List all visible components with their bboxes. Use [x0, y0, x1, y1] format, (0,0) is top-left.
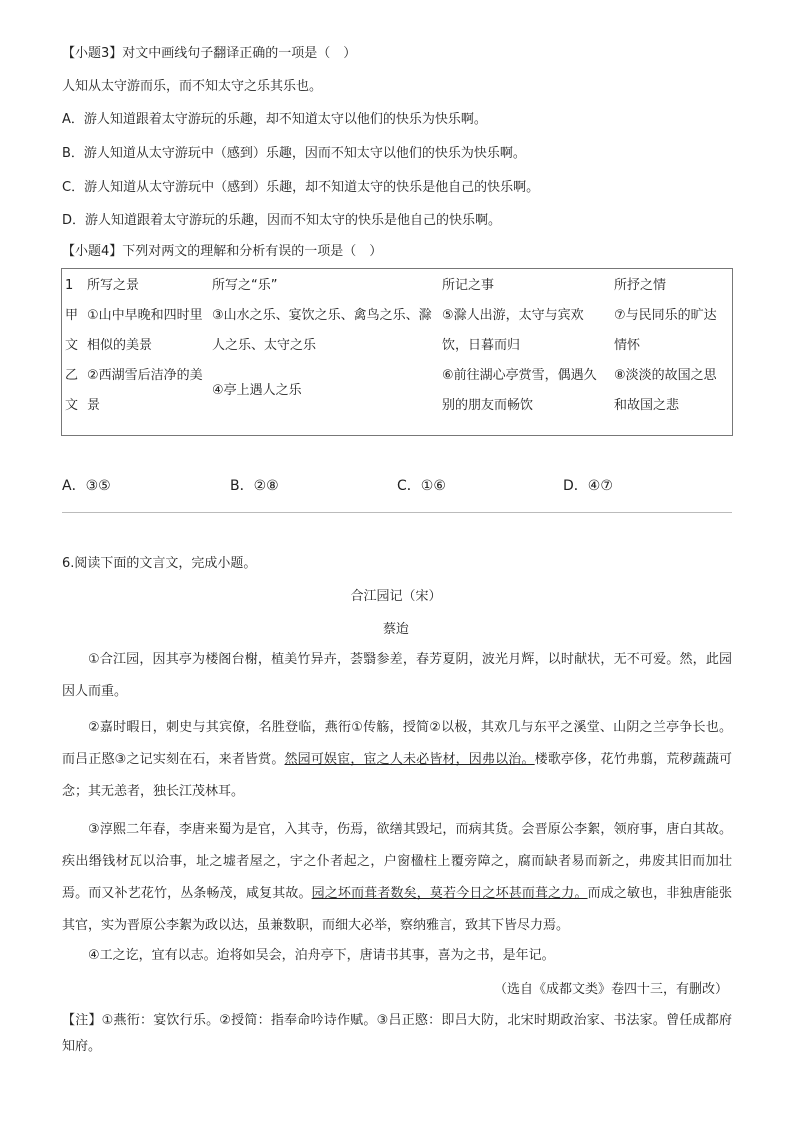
q3-option-c[interactable]: C．游人知道从太守游玩中（感到）乐趣，却不知道太守的快乐是他自己的快乐啊。	[62, 180, 540, 195]
q4-table	[61, 268, 733, 421]
para-3-text-end: 而成之敏也，非独唐能张其官，实为晋原公李絮为政以达，虽兼数职，而细大必举，察纳雅言，致其下皆尽力焉。	[62, 886, 732, 933]
q3-stem: 【小题3】对文中画线句子翻译正确的一项是（ ）	[62, 46, 357, 61]
table-cell: ②西湖雪后洁净的美景	[87, 368, 203, 413]
table-cell: ④亭上遇人之乐	[212, 383, 302, 398]
table-cell: ③山水之乐、宴饮之乐、禽鸟之乐、滁人之乐、太守之乐	[212, 308, 432, 353]
table-header-cell: 1	[65, 278, 74, 293]
passage-para-1	[62, 644, 732, 708]
passage-title: 合江园记（宋）	[350, 589, 442, 604]
para-2-text: ②嘉时暇日，刺史与其宾僚，名胜登临，燕衎①传觞，授简②以极，其欢几与东平之溪堂、山阴之兰亭争长也。而吕正愍③之记实刻在石，来者皆赏。	[62, 720, 732, 767]
passage-para-3	[62, 814, 732, 942]
q3-option-b[interactable]: B．游人知道从太守游玩中（感到）乐趣，因而不知太守以他们的快乐为快乐啊。	[62, 146, 526, 161]
underlined-sentence: 然园可娱宦，宦之人未必皆材，因弗以治。	[284, 752, 535, 767]
table-header-row	[61, 268, 733, 301]
passage-author: 蔡迨	[382, 622, 409, 637]
table-cell: ①山中早晚和四时里相似的美景	[87, 308, 203, 353]
table-header-cell: 所写之景	[87, 278, 140, 293]
table-cell: ⑧淡淡的故国之思和故国之悲	[614, 368, 717, 413]
row-label: 乙文	[65, 368, 79, 413]
para-1-text: ①合江园，因其亭为楼阁台榭，植美竹异卉，荟翳参差，春芳夏阴，波光月辉，以时献状，无不可爱。然，此园因人而重。	[62, 652, 732, 699]
passage-note: 【注】①燕衎：宴饮行乐。②授简：指奉命吟诗作赋。③吕正愍：即吕大防，北宋时期政治家、书法家。曾任成都府知府。	[62, 1013, 732, 1054]
q3-option-d[interactable]: D．游人知道跟着太守游玩的乐趣，因而不知太守的快乐是他自己的快乐啊。	[62, 213, 502, 228]
para-2-text-end: 楼歌亭侈，花竹弗翦，荒秽蔬蔬可念；其无恙者，独长江茂林耳。	[62, 752, 732, 799]
q4-answer-b[interactable]: B．②⑧	[230, 478, 279, 494]
q4-answer-a[interactable]: A．③⑤	[62, 478, 111, 494]
para-4-text: ④工之讫，宜有以志。迨将如吴会，泊舟亭下，唐请书其事，喜为之书，是年记。	[88, 948, 555, 963]
table-header-cell: 所抒之情	[614, 278, 667, 293]
table-header-cell: 所写之“乐”	[212, 278, 278, 293]
underlined-sentence: 园之坏而葺者数矣，莫若今日之坏甚而葺之力。	[311, 886, 588, 901]
q6-intro: 6.阅读下面的文言文，完成小题。	[62, 556, 257, 571]
table-header-cell: 所记之事	[442, 278, 495, 293]
table-row	[61, 301, 733, 361]
passage-para-4	[62, 940, 732, 972]
row-label: 甲文	[65, 308, 79, 353]
para-3-text: ③淳熙二年春，李唐来蜀为是官，入其寺，伤焉，欲缮其毁圮，而病其货。会晋原公李絮，领府事，唐白其故。疾出缗钱材瓦以洽事，址之墟者屋之，宇之仆者起之，户窗楹柱上覆旁障之，腐而缺者易而新之，弗废其旧而加壮焉。而又补艺花竹，丛条畅茂，咸复其故。	[62, 822, 732, 901]
passage-para-2	[62, 712, 732, 808]
table-row	[61, 361, 733, 421]
table-cell: ⑥前往湖心亭赏雪，偶遇久别的朋友而畅饮	[442, 368, 597, 413]
q3-option-a[interactable]: A．游人知道跟着太守游玩的乐趣，却不知道太守以他们的快乐为快乐啊。	[62, 112, 487, 127]
q4-answer-c[interactable]: C．①⑥	[397, 478, 446, 494]
table-cell: ⑦与民同乐的旷达情怀	[614, 308, 717, 353]
q3-sentence: 人知从太守游而乐，而不知太守之乐其乐也。	[62, 79, 323, 94]
passage-source: （选自《成都文类》卷四十三，有删改）	[493, 982, 728, 997]
q4-answer-d[interactable]: D．④⑦	[563, 478, 613, 494]
q4-stem: 【小题4】下列对两文的理解和分析有误的一项是（ ）	[62, 244, 383, 259]
table-cell: ⑤滁人出游，太守与宾欢饮，日暮而归	[442, 308, 584, 353]
section-divider	[62, 512, 732, 513]
